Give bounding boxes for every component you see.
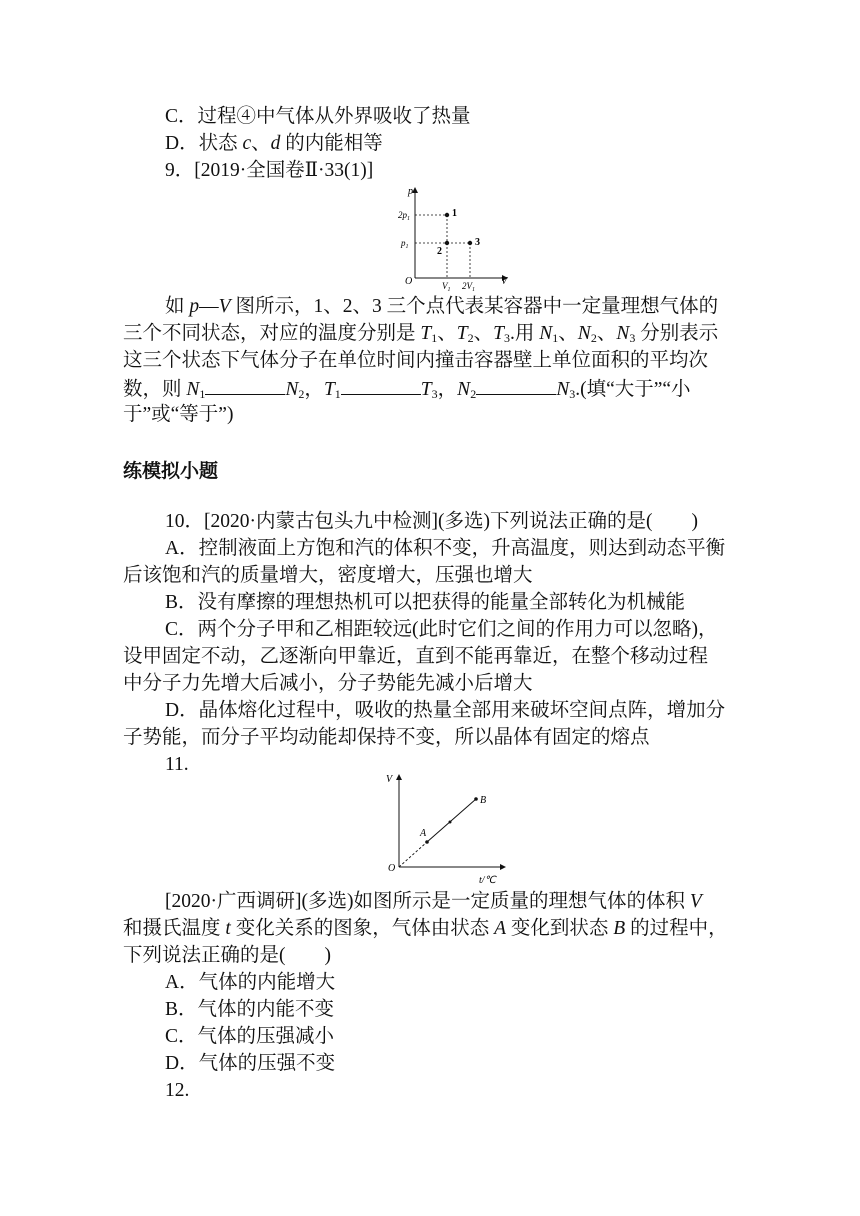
q9-text-line3: 这三个状态下气体分子在单位时间内撞击容器壁上单位面积的平均次 xyxy=(123,350,709,371)
label-3: 3 xyxy=(475,237,480,248)
v-axis-label: V xyxy=(386,774,393,785)
tick-2v1: $2V_1$ xyxy=(462,281,475,292)
q10-option-c-line3: 中分子力先增大后减小，分子势能先减小后增大 xyxy=(123,673,533,694)
state-point-b xyxy=(474,797,478,801)
q10-option-d-line1: D．晶体熔化过程中，吸收的热量全部用来破坏空间点阵，增加分 xyxy=(165,700,726,721)
tick-p1: $p_1$ xyxy=(401,238,409,250)
label-a: A xyxy=(420,828,427,839)
q8-option-c: C．过程④中气体从外界吸收了热量 xyxy=(165,106,471,127)
label-2: 2 xyxy=(437,246,442,257)
origin-label: O xyxy=(388,863,396,874)
q11-number: 11. xyxy=(165,754,189,775)
tick-2p1: $2p_1$ xyxy=(398,210,410,222)
q11-text-line2: 和摄氏温度 t 变化关系的图象，气体由状态 A 变化到状态 B 的过程中， xyxy=(123,918,728,939)
q11-option-b: B．气体的内能不变 xyxy=(165,999,335,1020)
q10-option-c-line2: 设甲固定不动，乙逐渐向甲靠近，直到不能再靠近，在整个移动过程 xyxy=(123,646,709,667)
label-1: 1 xyxy=(452,208,457,219)
q11-text-line3: 下列说法正确的是( ) xyxy=(123,945,331,966)
q11-option-c: C．气体的压强减小 xyxy=(165,1026,335,1047)
tick-v1: $V_1$ xyxy=(442,281,451,292)
q9-text-line2: 三个不同状态，对应的温度分别是 $T_1$、$T_2$、$T_3$.用 $N_1$、$N_2$、$N_3$ 分别表示 xyxy=(123,323,719,345)
q10-option-c-line1: C．两个分子甲和乙相距较远(此时它们之间的作用力可以忽略)， xyxy=(165,619,718,640)
answer-blank-2[interactable] xyxy=(341,374,421,395)
q10-option-a-line1: A．控制液面上方饱和汽的体积不变，升高温度，则达到动态平衡 xyxy=(165,538,726,559)
q11-vt-diagram xyxy=(383,770,518,885)
label-b: B xyxy=(480,795,487,806)
p-axis-label: p xyxy=(408,186,413,197)
origin-label: O xyxy=(405,276,413,287)
state-point-a xyxy=(425,840,429,844)
section-heading: 练模拟小题 xyxy=(123,460,219,482)
q11-option-a: A．气体的内能增大 xyxy=(165,972,336,993)
q9-text-line1: 如 p—V 图所示，1、2、3 三个点代表某容器中一定量理想气体的 xyxy=(165,296,719,317)
t-axis-label: t/℃ xyxy=(479,875,496,885)
answer-blank-1[interactable] xyxy=(205,374,285,395)
q9-pv-diagram xyxy=(395,182,525,292)
q11-text-line1: [2020·广西调研](多选)如图所示是一定质量的理想气体的体积 V xyxy=(165,891,702,912)
q9-number: 9．[2019·全国卷Ⅱ·33(1)] xyxy=(165,160,374,181)
v-axis-label: V xyxy=(501,276,508,287)
state-point-2 xyxy=(445,241,449,245)
q11-option-d: D．气体的压强不变 xyxy=(165,1053,336,1074)
q9-text-line5: 于”或“等于”) xyxy=(123,404,234,425)
state-point-1 xyxy=(445,213,449,217)
q10-stem: 10．[2020·内蒙古包头九中检测](多选)下列说法正确的是( ) xyxy=(165,511,698,532)
state-point-3 xyxy=(468,241,472,245)
answer-blank-3[interactable] xyxy=(476,374,556,395)
q8-option-d: D．状态 c、d 的内能相等 xyxy=(165,133,383,154)
q10-option-a-line2: 后该饱和汽的质量增大，密度增大，压强也增大 xyxy=(123,565,533,586)
q10-option-d-line2: 子势能，而分子平均动能却保持不变，所以晶体有固定的熔点 xyxy=(123,727,650,748)
q12-number: 12. xyxy=(165,1080,190,1101)
q10-option-b: B．没有摩擦的理想热机可以把获得的能量全部转化为机械能 xyxy=(165,592,686,613)
q9-text-line4: 数，则 $N_1$ $N_2$，$T_1$ $T_3$，$N_2$ $N_3$.(填“大于”“小 xyxy=(123,374,691,403)
